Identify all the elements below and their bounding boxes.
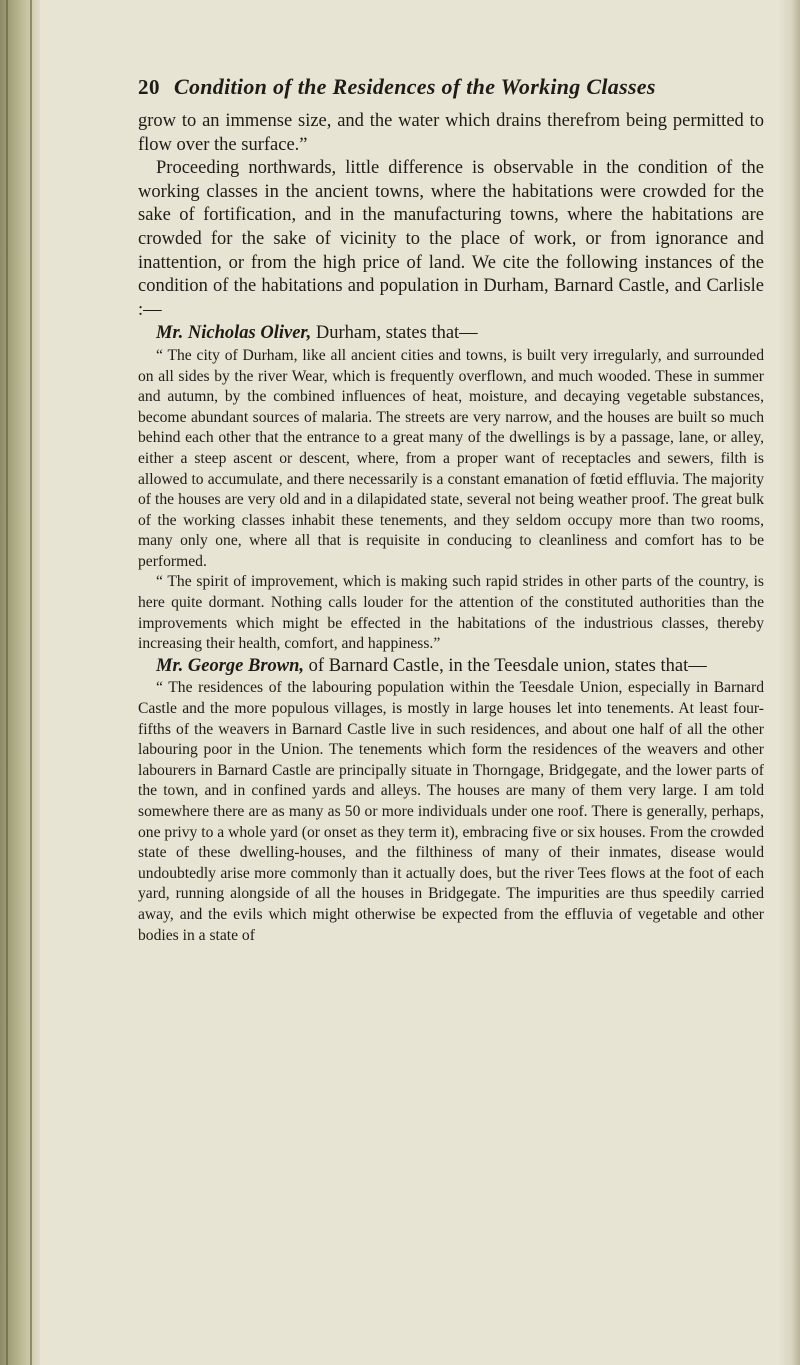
witness-name: Mr. Nicholas Oliver, (156, 323, 312, 344)
witness-name: Mr. George Brown, (156, 655, 305, 676)
gutter-fold-line (6, 0, 8, 1365)
paragraph-oliver-intro (138, 322, 764, 346)
paragraph-brown-intro (138, 655, 764, 679)
quote-teesdale: “ The residences of the labouring population within the Teesdale Union, especially in Barnard Castle and the more populous villages, is mostly in large houses let into tenements. At least four-fifths of the weavers in Barnard Castle live in such residences, and about one half of all the other labouring poor in the Union. The tenements which form the residences of the weavers and other labourers in Barnard Castle are principally situate in Thorngage, Bridgegate, and the lower parts of the town, and in confined yards and alleys. The houses are many of them very large. I am told somewhere there are as many as 50 or more individuals under one roof. There is generally, perhaps, one privy to a whole yard (or onset as they term it), embracing five or six houses. From the crowded state of these dwelling-houses, and the filthiness of many of their inmates, disease would undoubtedly arise more commonly than it actually does, but the river Tees flows at the foot of each yard, running alongside of all the houses in Bridgegate. The impurities are thus speedily carried away, and the evils which might otherwise be expected from the effluvia of vegetable and other bodies in a state of (138, 679, 764, 944)
page-content (138, 74, 764, 946)
paragraph-proceeding-northwards: Proceeding northwards, little difference is observable in the condition of the working classes in the ancient towns, where the habitations were crowded for the sake of fortification, and in the manufacturing towns, where the habitations are crowded for the sake of vicinity to the place of work, or from ignorance and inattention, or from the high price of land. We cite the following instances of the condition of the habitations and population in Durham, Barnard Castle, and Carlisle :— (138, 158, 764, 320)
quote-durham: “ The city of Durham, like all ancient cities and towns, is built very irregularly, and surrounded on all sides by the river Wear, which is frequently overflown, and much wooded. These in summer and autumn, by the combined influences of heat, moisture, and decaying vegetable substances, become abundant sources of malaria. The streets are very narrow, and the houses are built so much behind each other that the entrance to a great many of the dwellings is by a passage, lane, or alley, either a steep ascent or descent, where, from a proper want of receptacles and sewers, filth is allowed to accumulate, and there necessarily is a constant emanation of fœtid effluvia. The majority of the houses are very old and in a dilapidated state, several not being weather proof. The great bulk of the working classes inhabit these tenements, and they seldom occupy more than two rooms, many only one, where all that is requisite in conducing to cleanliness and comfort has to be performed. (138, 346, 764, 570)
witness-statement-intro: of Barnard Castle, in the Teesdale union, states that— (304, 655, 707, 676)
page-edge-shadow (778, 0, 800, 1365)
paragraph-continuation: grow to an immense size, and the water which drains therefrom being permitted to flow over the surface.” (138, 111, 764, 155)
page-header (138, 74, 764, 100)
gutter-fold-line (30, 0, 32, 1365)
page-number: 20 (138, 75, 160, 99)
quote-improvement: “ The spirit of improvement, which is making such rapid strides in other parts of the country, is here quite dormant. Nothing calls louder for the attention of the constituted authorities than the improvements which might be effected in the habitations of the industrious classes, thereby increasing their health, comfort, and happiness.” (138, 573, 764, 653)
witness-statement-intro: Durham, states that— (311, 323, 478, 344)
running-title: Condition of the Residences of the Working Classes (174, 74, 656, 99)
